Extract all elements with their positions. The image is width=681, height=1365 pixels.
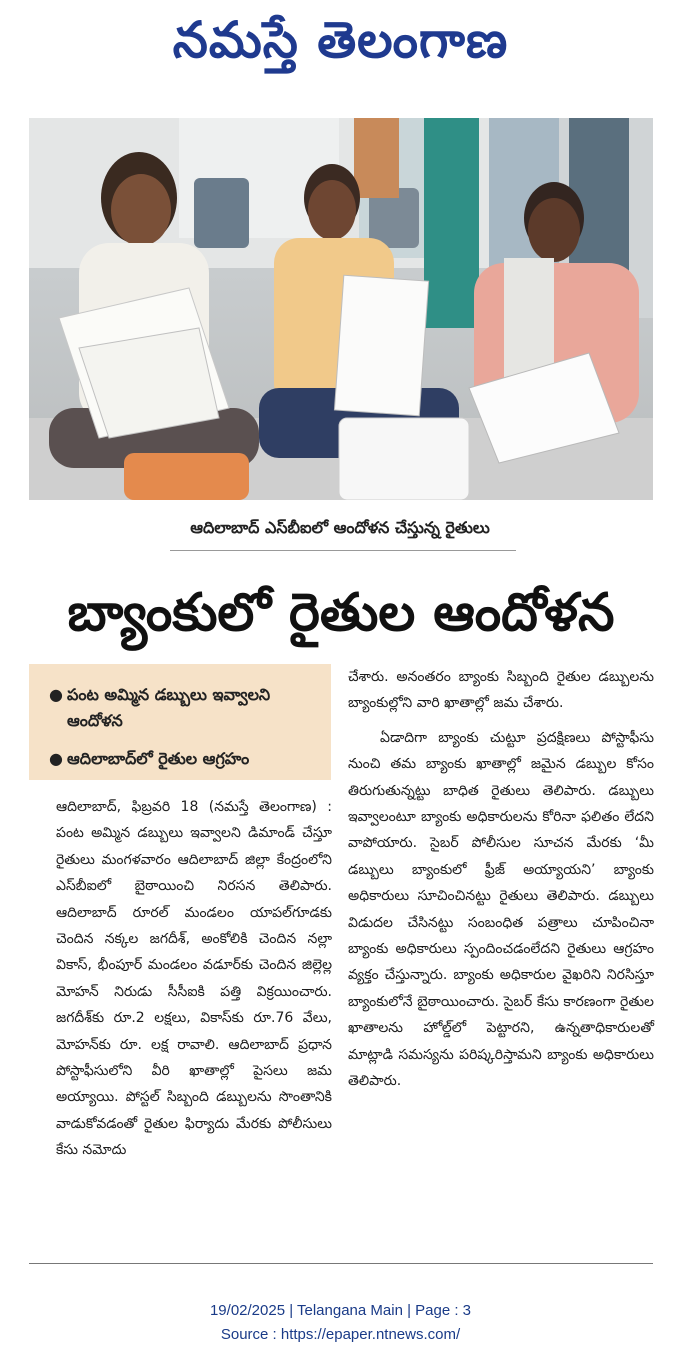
newspaper-masthead (0, 4, 681, 76)
highlight-text: ఆదిలాబాద్‌లో రైతుల ఆగ్రహం (67, 749, 250, 768)
article-paragraph: ఆదిలాబాద్, ఫిబ్రవరి 18 (నమస్తే తెలంగాణ) : పంట అమ్మిన డబ్బులు ఇవ్వాలని డిమాండ్ చేస్తూ రైతులు మంగళవారం ఆదిలాబాద్ జిల్లా కేంద్రంలోని ఎస్‌బీఐలో బైఠాయించి నిరసన తెలిపారు. ఆదిలాబాద్ రూరల్ మండలం యాపల్‌గూడకు చెందిన నక్కల జగదీశ్, అంకోలికి చెందిన నల్లా వికాస్, భీంపూర్ మండలం వడూర్‌కు చెందిన జిల్లెల్ల మోహన్ నిరుడు సీసీఐకి పత్తి విక్రయించారు. జగదీశ్‌కు రూ.2 లక్షలు, వికాస్‌కు రూ.76 వేలు, మోహన్‌కు రూ. లక్ష రావాలి. ఆదిలాబాద్ ప్రధాన పోస్టాఫీసులోని వీరి ఖాతాల్లో పైసలు జమ అయ్యాయి. పోస్టల్ సిబ్బంది డబ్బులను సొంతానికి వాడుకోవడంతో రైతుల ఫిర్యాదు మేరకు పోలీసులు కేసు నమోదు (56, 799, 332, 1159)
highlight-item (49, 746, 329, 772)
bullet-icon: ● (49, 749, 63, 768)
source-link[interactable]: Source : https://epaper.ntnews.com/ (220, 1326, 461, 1343)
highlight-item (49, 682, 309, 734)
masthead-title: నమస్తే తెలంగాణ (172, 11, 509, 69)
highlight-text: పంట అమ్మిన డబ్బులు ఇవ్వాలని ఆందోళన (67, 685, 271, 730)
highlights-box (29, 664, 331, 780)
news-photo (29, 118, 653, 500)
article-headline: బ్యాంకులో రైతుల ఆందోళన (67, 583, 615, 643)
bullet-icon: ● (49, 685, 63, 704)
article-column-right (348, 664, 654, 1095)
news-photo-illustration (29, 118, 653, 500)
article-paragraph: చేశారు. అనంతరం బ్యాంకు సిబ్బంది రైతుల డబ్బులను బ్యాంకుల్లోని వారి ఖాతాల్లో జమ చేశారు. (348, 669, 654, 712)
article-column-left (56, 794, 332, 1164)
footer-divider (29, 1263, 653, 1264)
photo-caption: ఆదిలాబాద్ ఎస్‌బీఐలో ఆందోళన చేస్తున్న రైతులు (190, 518, 490, 537)
edition-info: 19/02/2025 | Telangana Main | Page : 3 (209, 1302, 472, 1319)
article-paragraph: ఏడాదిగా బ్యాంకు చుట్టూ ప్రదక్షిణలు పోస్టాఫీసు నుంచి తమ బ్యాంకు ఖాతాల్లో జమైన డబ్బుల కోసం తిరుగుతున్నట్టు బాధిత రైతులు తెలిపారు. డబ్బులు ఇవ్వాలంటూ బ్యాంకు అధికారులను కోరినా ఫలితం లేదని వాపోయారు. సైబర్ పోలీసుల సూచన మేరకు ‘మీ డబ్బులు బ్యాంకులో ఫ్రీజ్ అయ్యాయని’ బ్యాంకు అధికారులు సూచించినట్టు రైతులు తెలిపారు. డబ్బులు విడుదల చేసినట్టు సంబంధిత పత్రాలు చూపించినా బ్యాంకు అధికారులు స్పందించడంలేదని రైతులు ఆగ్రహం వ్యక్తం చేస్తున్నారు. బ్యాంకు అధికారుల వైఖరిని నిరసిస్తూ బ్యాంకులోనే బైఠాయించారు. సైబర్ కేసు కారణంగా రైతుల ఖాతాలను హోల్డ్‌లో పెట్టారని, ఉన్నతాధికారులతో మాట్లాడి సమస్యను పరిష్కరిస్తామని బ్యాంకు అధికారులు తెలిపారు. (348, 729, 654, 1090)
caption-divider (170, 550, 516, 551)
